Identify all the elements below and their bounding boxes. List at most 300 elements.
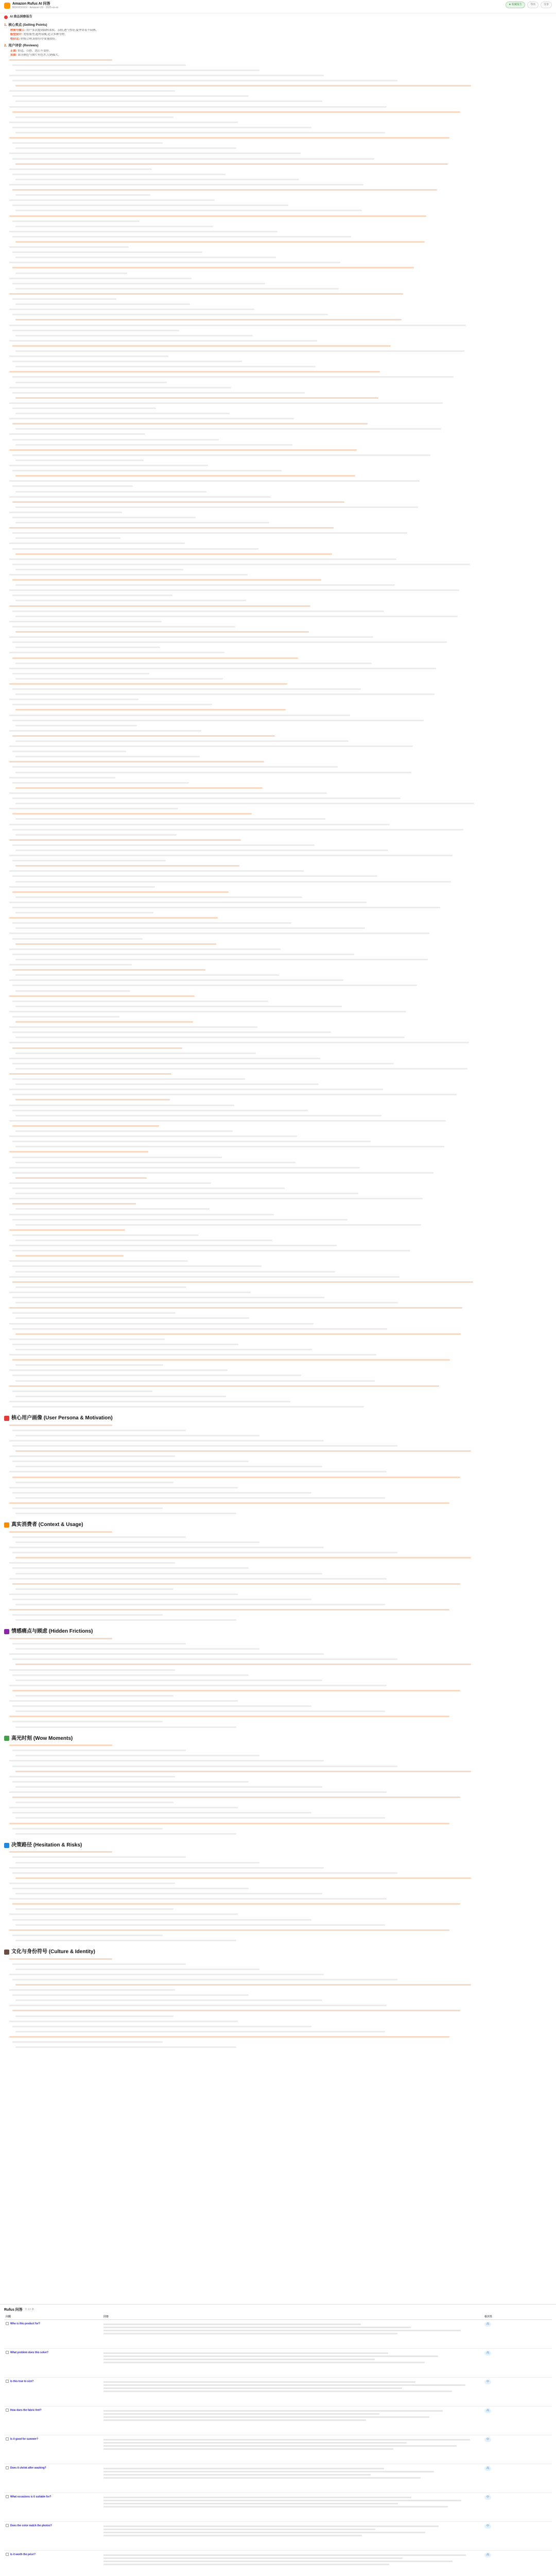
- text-placeholder: [12, 532, 552, 536]
- section-heading: [4, 44, 552, 48]
- text-placeholder: [12, 79, 552, 83]
- text-line: [12, 1583, 460, 1585]
- text-placeholder: [12, 1172, 552, 1176]
- text-line: [9, 75, 324, 76]
- text-line: [15, 1710, 385, 1712]
- text-placeholder: [9, 1166, 552, 1171]
- text-placeholder: [12, 1994, 552, 1998]
- text-line: [15, 132, 385, 133]
- text-line: [15, 1557, 471, 1558]
- text-line: [15, 881, 451, 883]
- text-placeholder: [15, 1908, 552, 1912]
- qa-row[interactable]: [4, 2522, 552, 2551]
- qa-row[interactable]: [4, 2378, 552, 2406]
- text-placeholder: [12, 266, 552, 270]
- qa-relevance-cell: [483, 2493, 552, 2522]
- text-line: [15, 1380, 375, 1382]
- text-placeholder: [15, 1083, 552, 1087]
- qa-question: Is it worth the price?: [10, 2553, 36, 2556]
- text-line: [15, 1162, 296, 1163]
- text-line: [15, 522, 269, 523]
- text-line: [15, 1999, 322, 2001]
- line-text: 价格合理,同价位中质量较好。: [20, 37, 58, 41]
- text-placeholder: [15, 178, 552, 182]
- qa-answer-cell: [102, 2522, 483, 2551]
- text-placeholder: [15, 100, 552, 104]
- answer-text-line: [103, 2416, 429, 2418]
- text-line: [9, 2005, 387, 2006]
- export-button[interactable]: 导出: [527, 2, 538, 8]
- text-line: [12, 376, 454, 378]
- text-line: [12, 1016, 119, 1018]
- text-line: [12, 595, 172, 596]
- text-line: [9, 262, 340, 263]
- text-placeholder: [12, 1405, 552, 1410]
- text-line: [15, 1224, 421, 1226]
- answer-text-line: [103, 2503, 398, 2504]
- text-placeholder: [9, 90, 552, 94]
- text-placeholder: [9, 106, 552, 110]
- text-line: [9, 1744, 112, 1746]
- text-line: [9, 1385, 439, 1387]
- text-line: [12, 2010, 460, 2011]
- text-line: [9, 2021, 238, 2022]
- qa-row[interactable]: [4, 2320, 552, 2349]
- persona-section-heading: [4, 1735, 552, 1742]
- qa-row[interactable]: [4, 2551, 552, 2576]
- text-line: [9, 824, 390, 825]
- qa-row[interactable]: [4, 2349, 552, 2378]
- text-line: [12, 1781, 249, 1783]
- qa-answer-cell: [102, 2406, 483, 2435]
- text-line: [12, 314, 328, 315]
- text-placeholder: [15, 1817, 552, 1821]
- text-placeholder: [9, 261, 552, 265]
- qa-question-cell: [4, 2349, 102, 2378]
- text-placeholder: [9, 293, 552, 297]
- text-line: [15, 1664, 471, 1665]
- text-placeholder: [15, 1999, 552, 2003]
- text-line: [12, 1643, 186, 1645]
- text-line: [15, 1302, 398, 1303]
- text-placeholder: [12, 1234, 552, 1238]
- text-line: [12, 1031, 331, 1033]
- text-placeholder: [9, 152, 552, 156]
- text-line: [15, 569, 183, 570]
- text-placeholder: [15, 1497, 552, 1501]
- text-placeholder: [9, 402, 552, 406]
- row-checkbox[interactable]: [6, 2553, 9, 2556]
- text-line: [9, 1229, 125, 1231]
- text-line: [9, 512, 122, 513]
- text-placeholder: [9, 1929, 552, 1933]
- text-line: [15, 1099, 170, 1100]
- text-placeholder: [15, 1984, 552, 1988]
- text-placeholder: [9, 886, 552, 890]
- text-line: [15, 1908, 173, 1910]
- text-line: [15, 1006, 342, 1007]
- text-line: [9, 777, 115, 778]
- text-placeholder: [12, 235, 552, 240]
- report-icon: [4, 15, 8, 19]
- text-placeholder: [9, 807, 552, 811]
- text-line: [15, 803, 474, 804]
- text-placeholder: [12, 1765, 552, 1769]
- text-placeholder: [9, 870, 552, 874]
- text-placeholder: [15, 958, 552, 962]
- text-line: [12, 720, 424, 721]
- text-line: [15, 553, 332, 555]
- text-placeholder: [15, 287, 552, 292]
- text-line: [9, 1369, 228, 1371]
- text-line: [15, 1833, 236, 1835]
- text-line: [15, 1021, 193, 1023]
- qa-question: What problem does this solve?: [10, 2351, 48, 2354]
- text-line: [15, 1940, 236, 1941]
- answer-text-line: [103, 2362, 425, 2363]
- text-placeholder: [12, 1476, 552, 1480]
- text-line: [15, 147, 236, 149]
- text-line: [12, 844, 315, 846]
- text-line: [15, 1619, 236, 1621]
- text-line: [9, 699, 138, 700]
- answer-text-line: [103, 2529, 375, 2530]
- text-line: [12, 189, 437, 191]
- text-line: [15, 1193, 358, 1194]
- text-placeholder: [12, 1328, 552, 1332]
- text-line: [9, 605, 310, 607]
- text-placeholder: [12, 1827, 552, 1832]
- text-line: [12, 798, 401, 799]
- line-key: 正面:: [10, 49, 17, 53]
- text-line: [12, 1979, 397, 1980]
- row-checkbox[interactable]: [6, 2466, 9, 2469]
- text-line: [9, 90, 175, 92]
- text-line: [12, 1492, 311, 1494]
- text-line: [9, 589, 459, 591]
- text-line: [9, 340, 317, 342]
- text-placeholder: [9, 1135, 552, 1139]
- text-line: [9, 1653, 324, 1655]
- text-placeholder: [15, 943, 552, 947]
- text-line: [15, 959, 428, 960]
- text-line: [12, 1690, 460, 1691]
- text-placeholder: [15, 1317, 552, 1321]
- text-placeholder: [15, 1192, 552, 1196]
- text-placeholder: [15, 272, 552, 276]
- text-line: [9, 215, 426, 217]
- persona-section-heading: [4, 1842, 552, 1849]
- text-line: [9, 1547, 324, 1548]
- answer-text-line: [103, 2355, 438, 2357]
- text-placeholder: [12, 1265, 552, 1269]
- text-line: [15, 273, 127, 274]
- text-line: [12, 2026, 311, 2027]
- text-placeholder: [15, 209, 552, 213]
- text-placeholder: [15, 381, 552, 385]
- row-checkbox[interactable]: [6, 2380, 9, 2383]
- text-line: [12, 1766, 397, 1767]
- text-placeholder: [9, 1593, 552, 1597]
- text-line: [15, 1333, 461, 1335]
- row-checkbox[interactable]: [6, 2437, 9, 2441]
- section-line: [10, 38, 552, 41]
- text-placeholder: [12, 485, 552, 489]
- qa-answer-cell: [102, 2464, 483, 2493]
- persona-section-heading: [4, 1415, 552, 1422]
- persona-section-title: 文化与身份符号 (Culture & Identity): [11, 1949, 95, 1955]
- text-placeholder: [15, 599, 552, 603]
- text-placeholder: [9, 714, 552, 718]
- answer-text-line: [103, 2413, 379, 2415]
- text-placeholder: [12, 1445, 552, 1449]
- text-placeholder: [9, 340, 552, 344]
- text-placeholder: [12, 1460, 552, 1464]
- text-line: [12, 704, 212, 705]
- text-placeholder: [9, 355, 552, 359]
- text-placeholder: [15, 1603, 552, 1607]
- text-placeholder: [15, 1924, 552, 1928]
- favorite-button[interactable]: ★ 收藏报告: [506, 2, 525, 8]
- relevance-badge: 中: [484, 2437, 491, 2442]
- text-line: [12, 1888, 249, 1889]
- text-placeholder: [15, 194, 552, 198]
- text-line: [15, 1695, 173, 1697]
- text-line: [12, 907, 440, 908]
- qa-row[interactable]: [4, 2406, 552, 2435]
- text-line: [9, 1989, 175, 1991]
- text-line: [15, 1450, 471, 1452]
- text-placeholder: [12, 392, 552, 396]
- text-line: [9, 1292, 251, 1293]
- text-placeholder: [9, 2020, 552, 2024]
- text-line: [9, 184, 363, 185]
- text-line: [15, 709, 286, 710]
- text-line: [9, 1776, 175, 1777]
- text-line: [9, 1823, 449, 1824]
- answer-text-line: [103, 2330, 461, 2331]
- relevance-badge: 高: [484, 2466, 491, 2471]
- text-placeholder: [15, 1208, 552, 1212]
- text-placeholder: [12, 1359, 552, 1363]
- text-line: [12, 1674, 249, 1676]
- row-checkbox[interactable]: [6, 2524, 9, 2527]
- text-line: [12, 1203, 136, 1205]
- col-relevance[interactable]: 相关性: [483, 2314, 552, 2320]
- text-line: [9, 106, 387, 108]
- text-line: [12, 1430, 186, 1431]
- text-line: [15, 896, 302, 898]
- row-checkbox[interactable]: [6, 2409, 9, 2412]
- text-placeholder: [12, 922, 552, 926]
- text-line: [9, 1042, 469, 1043]
- text-line: [15, 1786, 322, 1788]
- row-checkbox[interactable]: [6, 2322, 9, 2325]
- text-placeholder: [9, 1775, 552, 1780]
- text-line: [9, 902, 367, 903]
- text-line: [9, 122, 238, 123]
- text-placeholder: [9, 605, 552, 609]
- section-title: 核心卖点 (Selling Points): [8, 23, 47, 27]
- text-placeholder: [15, 2015, 552, 2019]
- text-line: [12, 1935, 163, 1936]
- text-placeholder: [15, 69, 552, 73]
- text-line: [15, 444, 292, 446]
- text-line: [12, 766, 338, 768]
- text-line: [15, 350, 464, 352]
- text-placeholder: [9, 1307, 552, 1311]
- persona-section-heading: [4, 1628, 552, 1635]
- text-placeholder: [15, 1161, 552, 1165]
- text-line: [9, 371, 380, 372]
- text-placeholder: [15, 2046, 552, 2050]
- row-checkbox[interactable]: [6, 2495, 9, 2498]
- text-line: [9, 1120, 446, 1122]
- text-placeholder: [12, 1749, 552, 1753]
- text-line: [12, 938, 143, 940]
- text-placeholder: [9, 558, 552, 562]
- text-placeholder: [12, 220, 552, 224]
- text-line: [15, 226, 213, 227]
- text-placeholder: [15, 568, 552, 572]
- col-answer[interactable]: 回答: [102, 2314, 483, 2320]
- text-line: [12, 1903, 460, 1905]
- share-button[interactable]: 分享: [541, 2, 552, 8]
- text-placeholder: [15, 116, 552, 120]
- text-placeholder: [9, 1197, 552, 1201]
- text-placeholder: [15, 1450, 552, 1454]
- text-line: [9, 715, 350, 716]
- text-placeholder: [12, 1887, 552, 1891]
- text-line: [12, 221, 140, 222]
- text-placeholder: [9, 1213, 552, 1217]
- text-placeholder: [12, 859, 552, 863]
- text-placeholder: [15, 147, 552, 151]
- text-placeholder: [15, 615, 552, 619]
- text-line: [12, 860, 166, 861]
- text-placeholder: [9, 854, 552, 858]
- col-question[interactable]: 问题: [4, 2314, 102, 2320]
- text-line: [12, 1856, 186, 1858]
- text-line: [9, 231, 277, 232]
- text-line: [9, 527, 334, 529]
- text-placeholder: [15, 1648, 552, 1652]
- text-placeholder: [15, 350, 552, 354]
- text-placeholder: [12, 111, 552, 115]
- section-title: 用户评价 (Reviews): [8, 44, 39, 48]
- text-line: [15, 506, 418, 508]
- text-line: [12, 548, 258, 550]
- text-placeholder: [9, 449, 552, 453]
- qa-question: Who is this product for?: [10, 2322, 40, 2326]
- text-line: [9, 1105, 234, 1106]
- text-line: [9, 1245, 337, 1246]
- text-line: [9, 917, 218, 919]
- text-line: [15, 756, 200, 757]
- text-placeholder: [12, 563, 552, 567]
- text-line: [9, 2036, 449, 2038]
- text-line: [9, 1182, 211, 1184]
- text-placeholder: [12, 579, 552, 583]
- text-placeholder: [15, 1710, 552, 1714]
- text-placeholder: [9, 1439, 552, 1444]
- answer-text-line: [103, 2442, 407, 2444]
- text-line: [9, 1455, 175, 1457]
- text-line: [15, 725, 137, 726]
- text-line: [12, 641, 447, 643]
- persona-section-title: 高光时刻 (Wow Moments): [11, 1735, 73, 1741]
- text-placeholder: [12, 298, 552, 302]
- text-line: [15, 1893, 322, 1894]
- text-placeholder: [9, 1531, 552, 1535]
- qa-table-header: [4, 2314, 552, 2320]
- text-line: [9, 1323, 314, 1325]
- text-placeholder: [12, 2041, 552, 2045]
- qa-answer-cell: [102, 2435, 483, 2464]
- answer-text-line: [103, 2497, 411, 2498]
- text-line: [9, 1089, 383, 1090]
- row-checkbox[interactable]: [6, 2351, 9, 2354]
- text-placeholder: [12, 158, 552, 162]
- qa-table: [4, 2314, 552, 2576]
- text-line: [15, 974, 279, 976]
- answer-text-line: [103, 2448, 393, 2450]
- text-line: [12, 985, 417, 986]
- text-line: [9, 1685, 387, 1686]
- text-line: [15, 693, 435, 695]
- text-placeholder: [15, 1770, 552, 1774]
- text-line: [15, 1068, 467, 1070]
- qa-row[interactable]: [4, 2493, 552, 2522]
- text-line: [9, 278, 192, 279]
- qa-relevance-cell: [483, 2378, 552, 2406]
- text-placeholder: [12, 501, 552, 505]
- text-placeholder: [9, 636, 552, 640]
- text-placeholder: [9, 511, 552, 515]
- qa-question-cell: [4, 2464, 102, 2493]
- qa-relevance-cell: [483, 2435, 552, 2464]
- text-placeholder: [9, 527, 552, 531]
- text-line: [9, 979, 343, 981]
- text-line: [9, 730, 201, 732]
- qa-row[interactable]: [4, 2435, 552, 2464]
- text-placeholder: [12, 719, 552, 723]
- text-placeholder: [9, 496, 552, 500]
- text-placeholder: [9, 1791, 552, 1795]
- text-placeholder: [12, 1492, 552, 1496]
- text-line: [12, 517, 196, 518]
- text-line: [9, 1471, 387, 1472]
- text-line: [12, 174, 225, 175]
- text-placeholder: [15, 1395, 552, 1399]
- text-placeholder: [9, 1958, 552, 1962]
- text-line: [15, 1435, 259, 1436]
- text-placeholder: [12, 1429, 552, 1433]
- text-line: [12, 532, 407, 534]
- text-placeholder: [9, 1684, 552, 1688]
- text-line: [9, 652, 224, 653]
- text-placeholder: [12, 938, 552, 942]
- text-placeholder: [12, 1390, 552, 1394]
- text-line: [15, 1349, 312, 1350]
- text-line: [12, 1281, 473, 1283]
- text-placeholder: [9, 730, 552, 734]
- text-line: [9, 1716, 449, 1717]
- text-line: [12, 1658, 397, 1660]
- qa-row[interactable]: [4, 2464, 552, 2493]
- qa-answer-cell: [102, 2378, 483, 2406]
- top-bar: [0, 0, 556, 13]
